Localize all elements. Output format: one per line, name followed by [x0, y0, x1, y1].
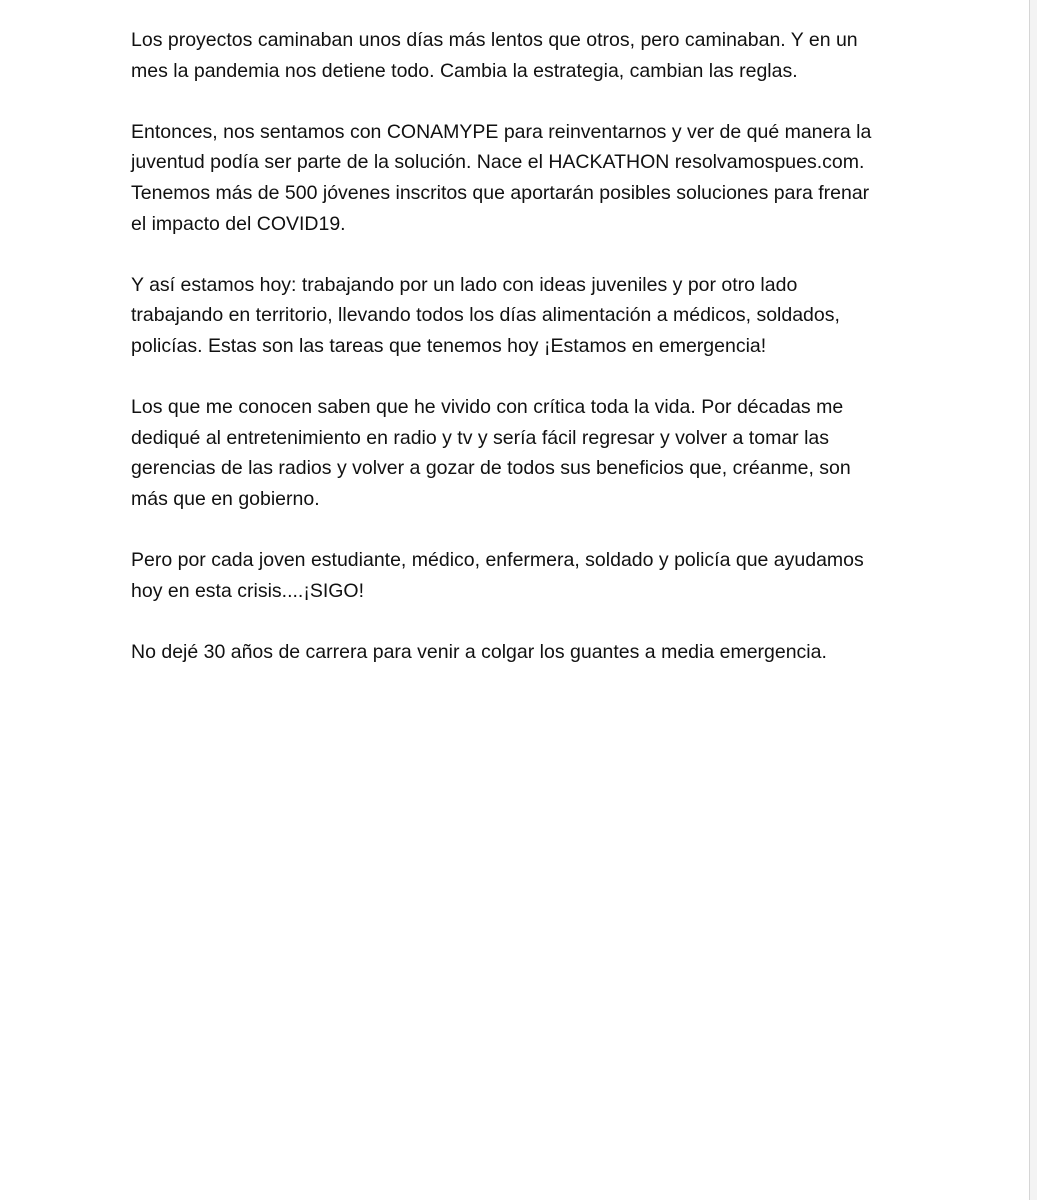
document-body [131, 25, 921, 698]
paragraph-2 [131, 117, 921, 239]
text-line: más que en gobierno. [131, 487, 320, 510]
text-line: Los proyectos caminaban unos días más lentos que otros, pero caminaban. Y en un [131, 29, 858, 51]
text-line: gerencias de las radios y volver a gozar de todos sus beneficios que, créanme, son [131, 457, 851, 480]
paragraph-4 [131, 392, 921, 514]
text-line: hoy en esta crisis....¡SIGO! [131, 579, 364, 602]
text-line: Tenemos más de 500 jóvenes inscritos que aportarán posibles soluciones para frenar [131, 181, 870, 204]
paragraph-6 [131, 637, 921, 668]
text-line: No dejé 30 años de carrera para venir a colgar los guantes a media emergencia. [131, 640, 827, 663]
text-line: Los que me conocen saben que he vivido con crítica toda la vida. Por décadas me [131, 396, 844, 419]
text-line: Pero por cada joven estudiante, médico, enfermera, soldado y policía que ayudamos [131, 549, 864, 572]
paragraph-5 [131, 545, 921, 606]
text-line: mes la pandemia nos detiene todo. Cambia la estrategia, cambian las reglas. [131, 59, 798, 82]
paragraph-3 [131, 270, 921, 362]
text-line: juventud podía ser parte de la solución. Nace el HACKATHON resolvamospues.com. [131, 151, 865, 174]
text-line: el impacto del COVID19. [131, 212, 346, 235]
text-line: Y así estamos hoy: trabajando por un lado con ideas juveniles y por otro lado [131, 273, 798, 296]
text-line: trabajando en territorio, llevando todos los días alimentación a médicos, soldados, [131, 304, 840, 327]
text-line: policías. Estas son las tareas que tenemos hoy ¡Estamos en emergencia! [131, 334, 767, 357]
paragraph-1 [131, 25, 921, 86]
text-line: dediqué al entretenimiento en radio y tv y sería fácil regresar y volver a tomar las [131, 426, 830, 449]
page-gutter [1030, 0, 1037, 1200]
text-line: Entonces, nos sentamos con CONAMYPE para reinventarnos y ver de qué manera la [131, 120, 872, 143]
